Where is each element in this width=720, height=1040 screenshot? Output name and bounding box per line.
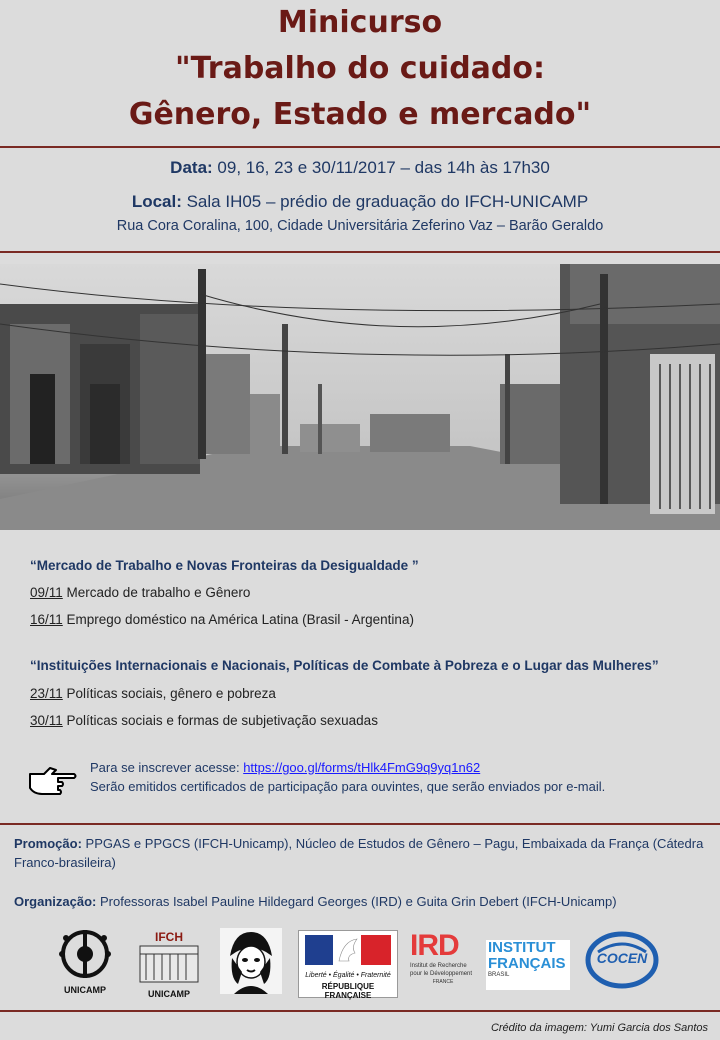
date-line (0, 158, 720, 178)
subscribe-prefix: Para se inscrever acesse: (90, 760, 244, 775)
image-credit: Crédito da imagem: Yumi Garcia dos Santos (490, 1022, 708, 1034)
list-item (30, 612, 414, 627)
location-value: Sala IH05 – prédio de graduação do IFCH-UNICAMP (181, 192, 589, 211)
ird-sub2: pour le Développement (410, 971, 473, 977)
cocen-label: COCEN (596, 950, 648, 966)
rf-motto: Liberté • Égalité • Fraternité (305, 972, 391, 979)
unicamp-label: UNICAMP (64, 985, 106, 995)
promotion (14, 834, 704, 872)
session-topic: Emprego doméstico na América Latina (Brasil - Argentina) (62, 612, 414, 627)
session-date: 09/11 (30, 585, 63, 600)
divider (0, 1010, 720, 1012)
unicamp-logo (54, 928, 116, 998)
ifch-logo (136, 930, 202, 998)
cocen-logo (584, 930, 660, 990)
promotion-text: PPGAS e PPGCS (IFCH-Unicamp), Núcleo de Estudos de Gênero – Pagu, Embaixada da França (Cátedra Franco-brasileira) (14, 836, 704, 870)
date-value: 09, 16, 23 e 30/11/2017 – das 14h às 17h30 (212, 158, 550, 177)
ird-sub1: Institut de Recherche (410, 963, 467, 969)
pointing-hand-icon (28, 760, 78, 800)
promotion-label: Promoção: (14, 836, 82, 851)
list-item (30, 585, 250, 600)
date-label: Data: (170, 158, 213, 177)
ifch-label: IFCH (155, 930, 183, 944)
session-topic: Políticas sociais, gênero e pobreza (62, 686, 276, 701)
organization-label: Organização: (14, 894, 97, 909)
session-date: 16/11 (30, 612, 63, 627)
subscribe-info (90, 758, 605, 796)
rf-name: RÉPUBLIQUE FRANÇAISE (321, 982, 375, 1000)
list-item (30, 686, 276, 701)
ifch-unicamp-label: UNICAMP (148, 989, 190, 999)
ird-logo (410, 930, 476, 1000)
location-line (0, 192, 720, 212)
section-1-title: “Mercado de Trabalho e Novas Fronteiras da Desigualdade ” (30, 558, 419, 573)
pagu-logo (220, 928, 282, 994)
republique-francaise-logo (298, 930, 398, 998)
if-line1: INSTITUT (488, 939, 556, 956)
ird-label: IRD (410, 929, 459, 962)
registration-link[interactable]: https://goo.gl/forms/tHlk4FmG9q9yq1n62 (243, 760, 481, 775)
institut-francais-logo (486, 940, 570, 990)
title-line-1: Minicurso (277, 5, 443, 40)
ird-sub3: FRANCE (432, 979, 454, 985)
street-photo (0, 264, 720, 530)
session-topic: Mercado de trabalho e Gênero (62, 585, 251, 600)
section-2-title: “Instituições Internacionais e Nacionais, Políticas de Combate à Pobreza e o Lugar das Mulheres” (30, 658, 659, 673)
if-line3: BRASIL (488, 972, 510, 978)
address-line: Rua Cora Coralina, 100, Cidade Universitária Zeferino Vaz – Barão Geraldo (116, 218, 604, 234)
divider (0, 823, 720, 825)
if-line2: FRANÇAIS (488, 955, 566, 972)
divider (0, 146, 720, 148)
divider (0, 251, 720, 253)
session-date: 30/11 (30, 713, 63, 728)
session-date: 23/11 (30, 686, 63, 701)
list-item (30, 713, 378, 728)
certificates-note: Serão emitidos certificados de participação para ouvintes, que serão enviados por e-mail. (90, 779, 606, 794)
page-title (0, 0, 720, 146)
title-line-2: "Trabalho do cuidado: (174, 51, 545, 86)
title-line-3: Gênero, Estado e mercado" (128, 97, 592, 132)
session-topic: Políticas sociais e formas de subjetivação sexuadas (62, 713, 378, 728)
location-label: Local: (131, 192, 182, 211)
organization-text: Professoras Isabel Pauline Hildegard Georges (IRD) e Guita Grin Debert (IFCH-Unicamp) (96, 894, 617, 909)
organization (14, 892, 704, 911)
